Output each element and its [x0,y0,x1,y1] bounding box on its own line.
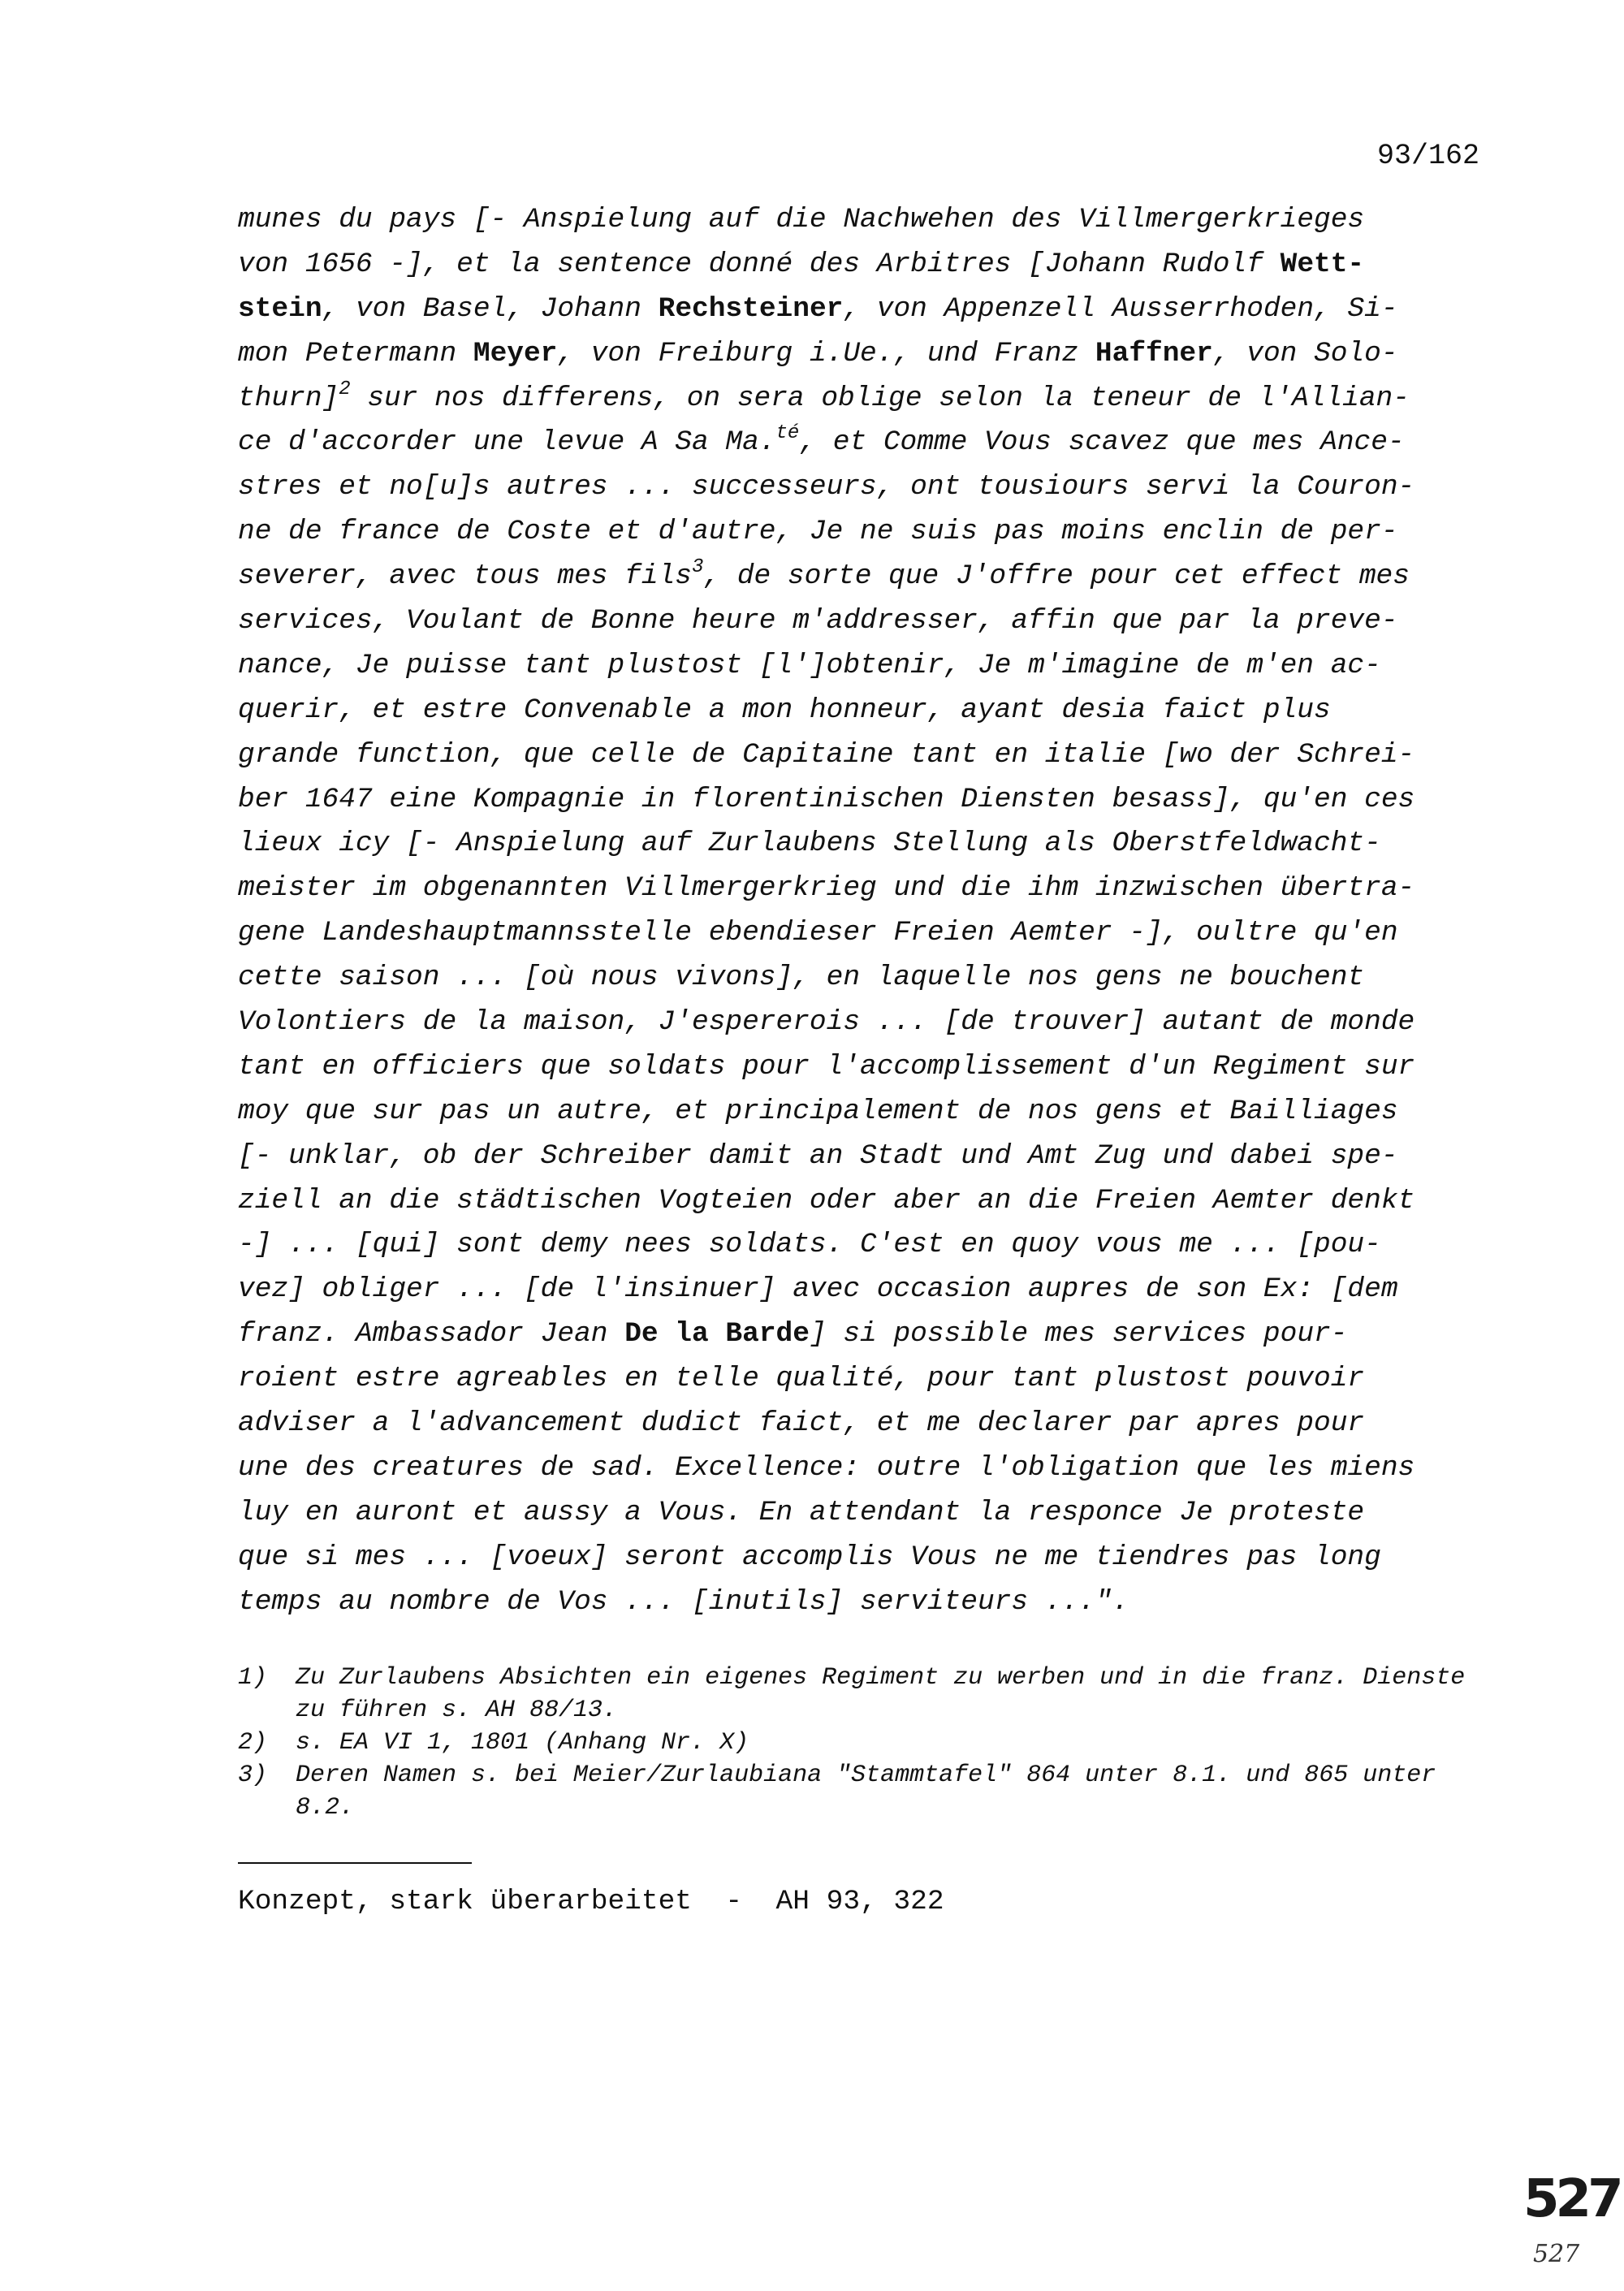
text-line [238,1491,1488,1536]
text-line [238,733,1488,778]
text-run: adviser a l'advancement dudict faict, et me declarer par apres pour [238,1407,1365,1440]
text-run: meister im obgenannten Villmergerkrieg und die ihm inzwischen übertra- [238,872,1415,905]
text-line [238,1536,1488,1580]
text-line [238,332,1488,377]
bold-name: Meyer [473,337,558,370]
text-line [238,867,1488,911]
text-run: sur nos differens, on sera oblige selon la teneur de l'Allian- [350,382,1410,414]
text-run: roient estre agreables en telle qualité, pour tant plustost pouvoir [238,1363,1365,1395]
text-run: grande function, que celle de Capitaine tant en italie [wo der Schrei- [238,738,1415,771]
text-run: von 1656 -], et la sentence donné des Arbitres [Johann Rudolf [238,248,1281,280]
bold-name: Haffner [1095,337,1213,370]
footnote [238,1727,1488,1759]
text-line [238,1268,1488,1312]
text-line [238,198,1488,243]
text-line [238,421,1488,465]
text-line [238,822,1488,867]
footnote-number: 2) [238,1729,268,1757]
text-line [238,510,1488,555]
bold-name: De la Barde [624,1318,810,1351]
text-run: , von Appenzell Ausserrhoden, Si- [843,292,1398,325]
footnote-text: Zu Zurlaubens Absichten ein eigenes Regiment zu werben und in die franz. Dienste zu führen s. AH 88/13. [296,1664,1466,1724]
text-line [238,1179,1488,1224]
footnote-text: s. EA VI 1, 1801 (Anhang Nr. X) [296,1729,749,1757]
superscript: té [775,422,800,445]
separator-rule [238,1862,472,1864]
text-run: franz. Ambassador Jean [238,1318,625,1351]
footnote [238,1662,1488,1727]
superscript: 3 [692,556,704,579]
text-run: une des creatures de sad. Excellence: outre l'obligation que les miens [238,1451,1415,1484]
text-line [238,1045,1488,1090]
bold-name: stein [238,292,322,325]
text-run: cette saison ... [où nous vivons], en laquelle nos gens ne bouchent [238,962,1365,994]
text-run: , von Solo- [1212,337,1398,370]
source-line: Konzept, stark überarbeitet - AH 93, 322 [238,1886,944,1917]
handwritten-archive-subnumber: 527 [1533,2240,1580,2268]
text-run: , et Comme Vous scavez que mes Ance- [799,426,1405,459]
bold-name: Wett- [1280,248,1365,280]
text-run: moy que sur pas un autre, et principalement de nos gens et Bailliages [238,1095,1398,1127]
text-line [238,911,1488,956]
text-line [238,287,1488,332]
text-line [238,1312,1488,1357]
text-run: , von Basel, Johann [322,292,659,325]
text-run: ] si possible mes services pour- [809,1318,1348,1351]
text-run: querir, et estre Convenable a mon honneur, ayant desia faict plus [238,694,1331,726]
text-line [238,1446,1488,1491]
superscript: 2 [339,378,351,400]
bold-name: Rechsteiner [658,292,844,325]
text-run: tant en officiers que soldats pour l'accomplissement d'un Regiment sur [238,1050,1415,1083]
text-run: Volontiers de la maison, J'espererois ... [de trouver] autant de monde [238,1006,1415,1039]
text-line [238,1090,1488,1135]
text-line [238,377,1488,421]
text-run: ziell an die städtischen Vogteien oder aber an die Freien Aemter denkt [238,1184,1415,1217]
text-run: ber 1647 eine Kompagnie in florentinischen Diensten besass], qu'en ces [238,783,1415,815]
text-line [238,1357,1488,1402]
text-run: [- unklar, ob der Schreiber damit an Stadt und Amt Zug und dabei spe- [238,1139,1398,1172]
text-line [238,956,1488,1001]
text-line [238,465,1488,510]
text-run: vez] obliger ... [de l'insinuer] avec occasion aupres de son Ex: [dem [238,1273,1398,1306]
text-run: ne de france de Coste et d'autre, Je ne suis pas moins enclin de per- [238,516,1398,548]
text-line [238,689,1488,733]
text-run: mon Petermann [238,337,473,370]
text-run: , de sorte que J'offre pour cet effect mes [703,560,1410,593]
text-line [238,599,1488,644]
footnote-number: 1) [238,1664,268,1692]
text-line [238,778,1488,823]
text-run: -] ... [qui] sont demy nees soldats. C'est en quoy vous me ... [pou- [238,1229,1381,1261]
text-line [238,1402,1488,1446]
footnotes [238,1662,1488,1824]
text-run: luy en auront et aussy a Vous. En attendant la responce Je proteste [238,1496,1365,1528]
footnote-number: 3) [238,1761,268,1789]
text-line [238,243,1488,287]
text-run: ce d'accorder une levue A Sa Ma. [238,426,776,459]
text-run: que si mes ... [voeux] seront accomplis Vous ne me tiendres pas long [238,1541,1381,1573]
text-line [238,1580,1488,1625]
text-run: munes du pays [- Anspielung auf die Nachwehen des Villmergerkrieges [238,204,1365,236]
page-number: 93/162 [1376,140,1479,172]
text-run: stres et no[u]s autres ... successeurs, ont tousiours servi la Couron- [238,471,1415,504]
text-run: , von Freiburg i.Ue., und Franz [557,337,1095,370]
text-run: lieux icy [- Anspielung auf Zurlaubens Stellung als Oberstfeldwacht- [238,828,1381,860]
text-run: severer, avec tous mes fils [238,560,692,593]
text-line [238,1001,1488,1045]
text-line [238,1135,1488,1179]
text-run: nance, Je puisse tant plustost [l']obtenir, Je m'imagine de m'en ac- [238,649,1381,681]
letter-body [238,198,1488,1625]
handwritten-archive-number: 527 [1523,2169,1620,2229]
text-line [238,644,1488,689]
text-run: services, Voulant de Bonne heure m'addresser, affin que par la preve- [238,605,1398,638]
text-line [238,1223,1488,1268]
footnote [238,1759,1488,1824]
text-run: temps au nombre de Vos ... [inutils] serviteurs ...". [238,1585,1129,1618]
footnote-text: Deren Namen s. bei Meier/Zurlaubiana "Stammtafel" 864 unter 8.1. und 865 unter 8.2. [296,1761,1436,1822]
text-line [238,555,1488,599]
text-run: gene Landeshauptmannsstelle ebendieser Freien Aemter -], oultre qu'en [238,917,1398,949]
text-run: thurn] [238,382,339,414]
